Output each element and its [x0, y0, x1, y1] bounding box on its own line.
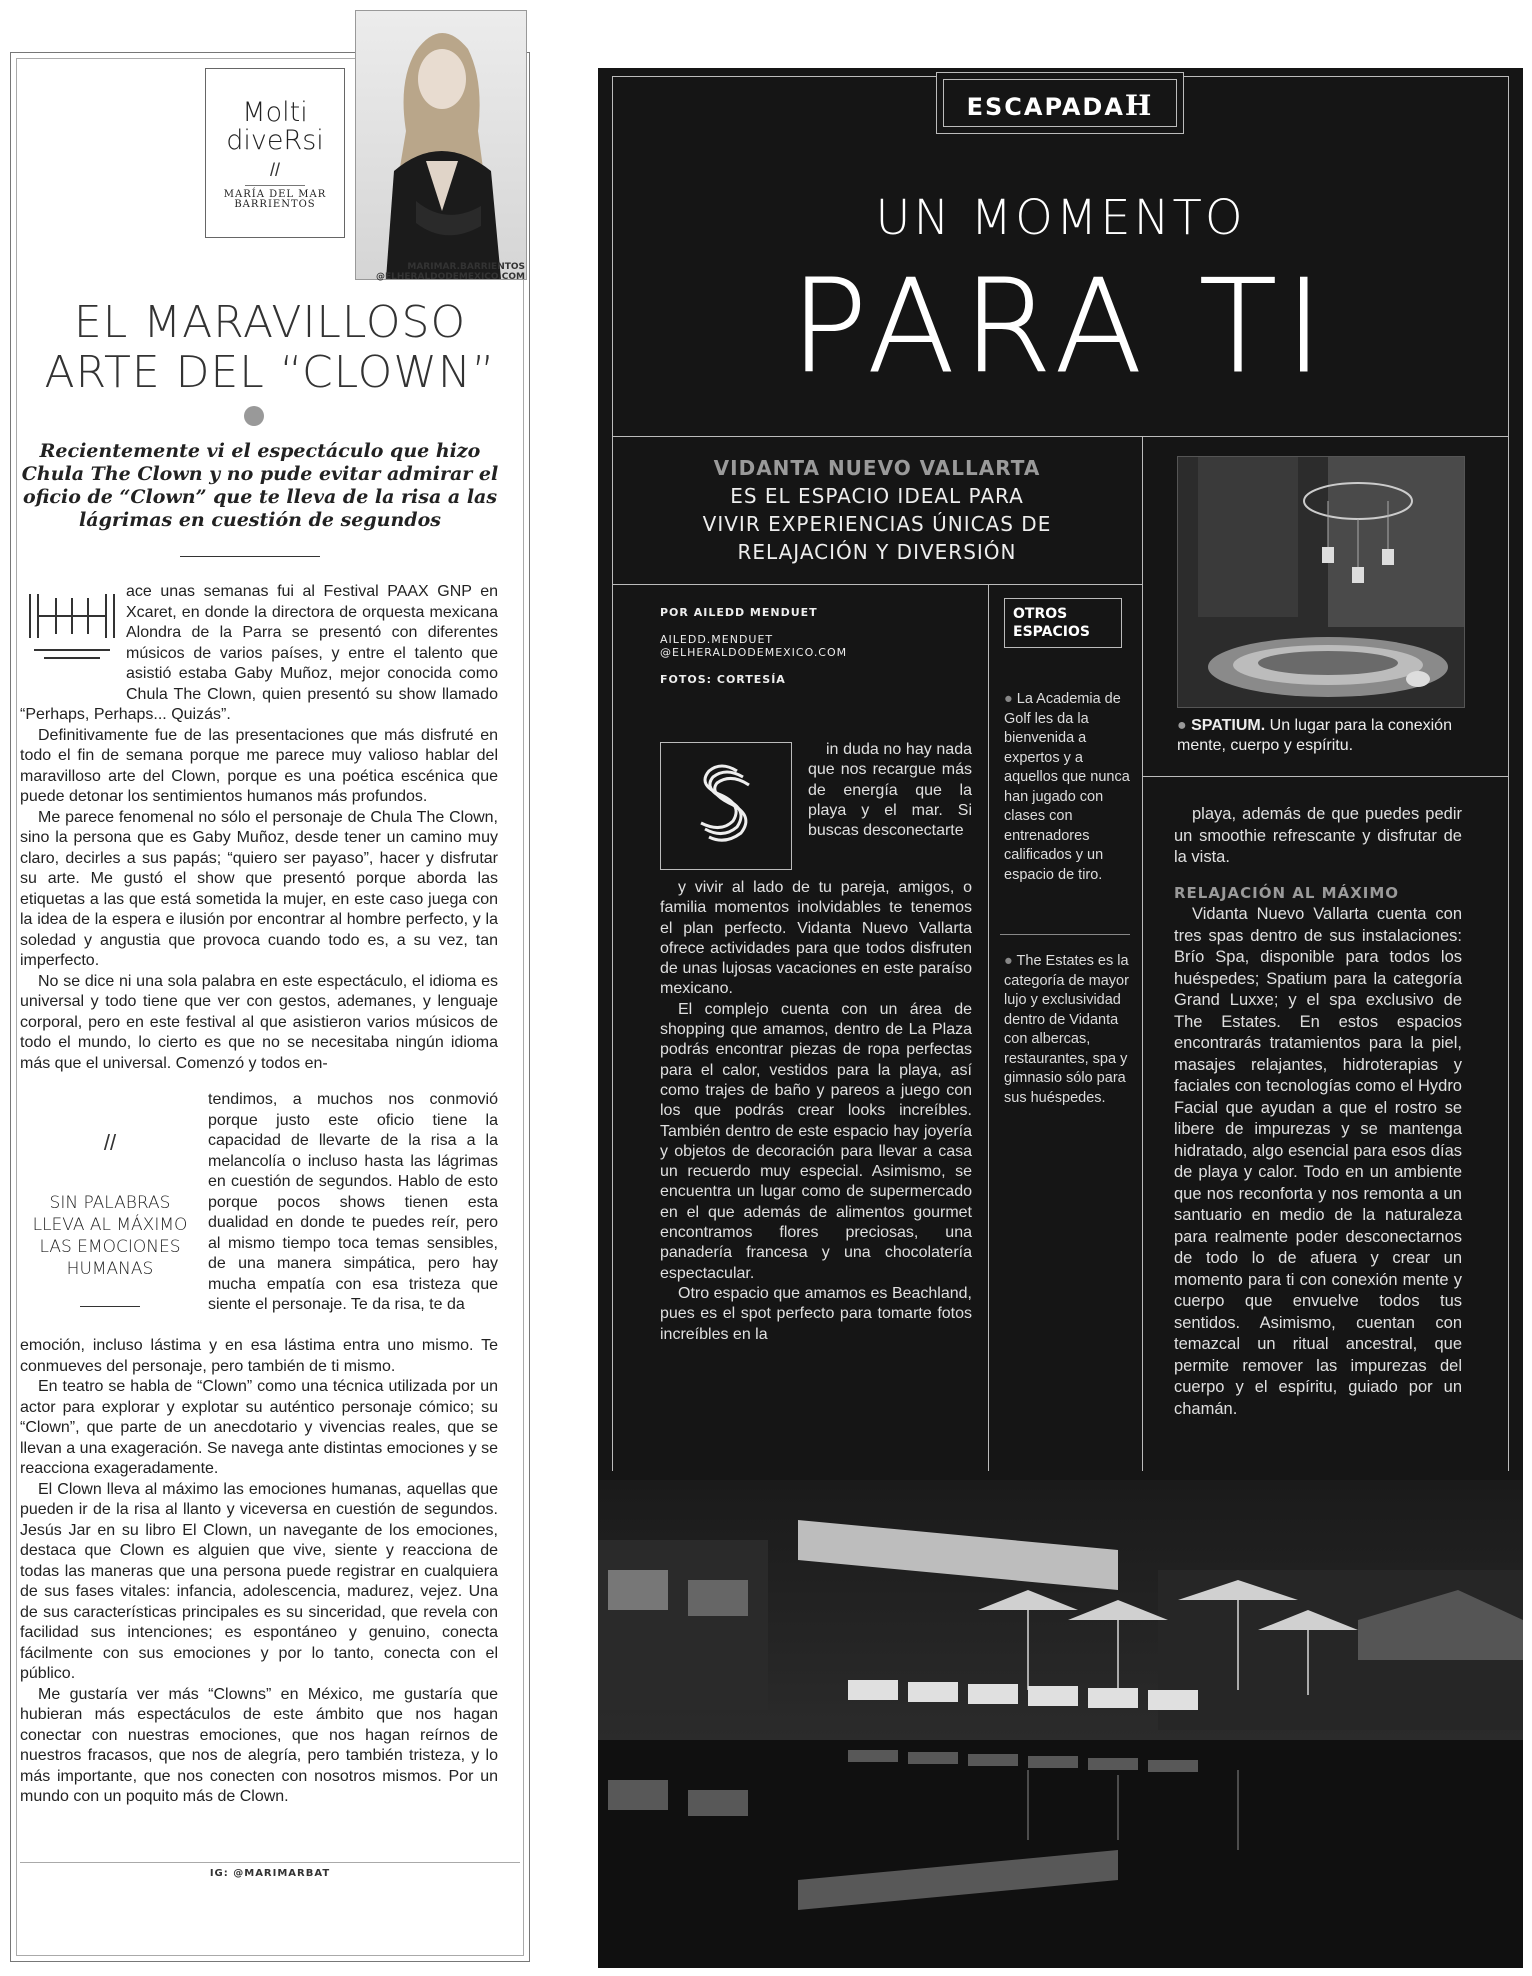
- sidebar-item-1: ● La Academia de Golf les da la bienvenida a expertos y a aquellos que nunca han jugado con clases con entrenadores calificados y un espacio de tiro.: [1004, 691, 1130, 883]
- headline-line-2: ARTE DEL “CLOWN”: [44, 347, 496, 398]
- col1-para-wrap: in duda no hay nada que nos recargue más de energía que la playa y el mar. Si buscas desconectarte: [808, 741, 972, 840]
- author-name-2: BARRIENTOS: [234, 199, 316, 211]
- subhead: RELAJACIÓN AL MÁXIMO: [1174, 883, 1400, 902]
- caption-bold: SPATIUM.: [1191, 717, 1266, 734]
- lead-2: Chula The Clown y no pude evitar admirar el: [21, 463, 499, 485]
- lead-1: Recientemente vi el espectáculo que hizo: [39, 440, 481, 462]
- left-body-wrap: [208, 1090, 498, 1330]
- col3-para-1: playa, además de que puedes pedir un smoothie refrescante y disfrutar de la vista.: [1174, 805, 1462, 866]
- body-col3: [1174, 804, 1462, 1420]
- headline-line-1: EL MARAVILLOSO: [73, 297, 467, 348]
- sidebar-text-1: La Academia de Golf les da la bienvenida a expertos y a aquellos que nunca han jugado con clases con entrenadores calificados y un espacio de tiro.: [1004, 691, 1130, 883]
- left-para-wrap: tendimos, a muchos nos conmovió porque justo este oficio tiene la capacidad de llevarte de la risa a la melancolía o incluso hasta las lágrimas en cuestión de segundos. Hablo de esto porque pocos shows tienen esta dualidad en donde te puedes reír, pero al mismo tiempo toca temas sensibles, de una manera simpática, pero hay mucha empatía con esa tristeza que siente el personaje. Te da risa, te da: [208, 1091, 498, 1313]
- email-1: AILEDD.MENDUET: [660, 633, 774, 646]
- sidebar-title: [1004, 598, 1122, 648]
- pull-quote-4: HUMANAS: [66, 1259, 154, 1279]
- byline: POR AILEDD MENDUET: [660, 606, 818, 619]
- photo-caption: ● SPATIUM. Un lugar para la conexión mente, cuerpo y espíritu.: [1177, 717, 1452, 754]
- column-title-1: Molti: [242, 97, 308, 128]
- left-para-6: En teatro se habla de “Clown” como una técnica utilizada por un actor para explorar y explotar su auténtico personaje cómico; su “Clown”, que parte de un anecdotario y vivencias reales, que se llevan a una exageración. Se navega ante distintas emociones y se reacciona exageradamente.: [20, 1378, 498, 1477]
- left-para-7: El Clown lleva al máximo las emociones humanas, aquellas que pueden ir de la risa al llanto y viceversa en cuestión de segundos. Jesús Jar en su libro El Clown, un navegante de los emociones, destaca que Clown es alguien que vive, siente y reacciona de todas las maneras que una persona puede registrar en cualquiera de sus fases vitales: infancia, adolescencia, madurez, vejez. Una de sus características principales es su sinceridad, que revela con facilidad sus intenciones; es espontáneo y genuino, conecta fácilmente con sus emociones y por lo tanto, conecta con el público.: [20, 1480, 498, 1682]
- sidebar-title-1: OTROS: [1013, 606, 1068, 622]
- col1-para-1: y vivir al lado de tu pareja, amigos, o familia momentos inolvidables te tenemos el plan perfecto. Vidanta Nuevo Vallarta ofrece actividades para que todos disfruten de unas lujosas vacaciones en este paraíso mexicano.: [660, 879, 972, 998]
- email-2: @ELHERALDODEMEXICO.COM: [660, 646, 848, 659]
- lead-divider: [180, 556, 320, 557]
- deck-2: ES EL ESPACIO IDEAL PARA: [730, 484, 1024, 508]
- section-tag: [936, 72, 1184, 134]
- col3-para-2: Vidanta Nuevo Vallarta cuenta con tres spas dentro de sus instalaciones: Brío Spa, disponible para todos los huéspedes; Spatium para la categoría Grand Luxxe; y el spa exclusivo de The Estates. En estos espacios encontrarás tratamientos para la piel, masajes relajantes, hidroterapias y faciales con tecnologías como el Hydro Facial que ayudan a que el rostro se libere de impurezas y se mantenga hidratado, algo esencial para esos días de playa y calor. Todo en un ambiente que nos reconforta y nos remonta a un santuario en medio de la naturaleza para realmente poder desconectarnos de todo lo de afuera y crear un momento para ti con conexión mente y cuerpo que envuelve todos tus sentidos. Asimismo, cuentan con temazcal un ritual ancestral, que permite remover las impurezas del cuerpo y el espíritu, guiado por un chamán.: [1174, 905, 1462, 1418]
- caption-text: Un lugar para la conexión mente, cuerpo y espíritu.: [1177, 717, 1452, 754]
- sidebar-item-2: ● The Estates es la categoría de mayor lujo y exclusividad dentro de Vidanta con albercas, restaurantes, spa y gimnasio sólo para sus huéspedes.: [1004, 953, 1129, 1106]
- left-para-3: Me parece fenomenal no sólo el personaje de Chula The Clown, sino la persona que es Gaby Muñoz, desde tener un camino muy claro, decirles a sus papás; “quiero ser payaso”, hacer y disfrutar su arte. Me gustó el show que presentó porque aborda las etiquetas a las que está sometida la mujer, en este caso juega con la idea de la espera e ilusión por encontrar al hombre perfecto, y la soledad y angustia que provoca cuando todo es, a su vez, tan imperfecto.: [20, 808, 498, 969]
- slash-icon: //: [269, 159, 280, 180]
- frame-line: [612, 584, 1142, 585]
- section-label: ESCAPADA: [966, 93, 1125, 121]
- left-body-bottom: [20, 1336, 498, 1846]
- title-top: UN MOMENTO: [875, 190, 1246, 246]
- pull-quote-1: SIN PALABRAS: [49, 1193, 171, 1213]
- left-para-5: emoción, incluso lástima y en esa lástima entra uno mismo. Te conmueves del personaje, pero también de ti mismo.: [20, 1337, 498, 1375]
- author-email-1: MARIMAR.BARRIENTOS: [407, 262, 525, 272]
- left-para-4: No se dice ni una sola palabra en este espectáculo, el idioma es universal y todo tiene que ver con gestos, ademanes, y lenguaje corporal, pero en este festival al que asistieron varios músicos de todo el mundo, lo cierto es que no se necesitaba ningún idioma más que el universal. Comenzó y todos en-: [20, 972, 498, 1072]
- heraldo-h-icon: H: [1124, 89, 1154, 122]
- left-para-8: Me gustaría ver más “Clowns” en México, me gustaría que hubieran más espectáculos de este ámbito que nos hagan conectar con nuestras emociones, que nos hagan reírnos de nuestros fracasos, que nos de alegría, pero también tristeza, y lo más importante, que nos conecten con nosotros mismos. Por un mundo con un poquito más de Clown.: [20, 1685, 498, 1805]
- divider: [245, 185, 305, 186]
- frame-line: [612, 436, 1509, 437]
- pull-quote-2: LLEVA AL MÁXIMO: [32, 1215, 188, 1235]
- frame-line: [1142, 776, 1509, 777]
- pull-divider: [80, 1306, 140, 1307]
- social-handle: IG: @MARIMARBAT: [209, 1868, 331, 1879]
- title-big: PARA TI: [790, 253, 1331, 402]
- deck-1: VIDANTA NUEVO VALLARTA: [713, 456, 1041, 480]
- lead-3: oficio de “Clown” que te lleva de la risa a las: [22, 486, 498, 508]
- body-col1: [660, 740, 972, 1478]
- col1-para-2: El complejo cuenta con un área de shopping que amamos, dentro de La Plaza podrás encontrar piezas de ropa perfectas para el calor, vestidos para la playa, así como trajes de baño y pareos a juego con los que podrás crear looks increíbles. También dentro de este espacio hay joyería y objetos de decoración para llevar a casa un recuerdo muy especial. Asimismo, se encuentra un lugar como de supermercado en el que además de alimentos gourmet encontramos flores preciosas, una panadería francesa y una chocolatería espectacular.: [660, 1000, 972, 1282]
- author-name-1: MARÍA DEL MAR: [223, 188, 327, 200]
- deck-3: VIVIR EXPERIENCIAS ÚNICAS DE: [702, 512, 1052, 536]
- resort-photo: [598, 1480, 1523, 1968]
- bullet-dot: [244, 406, 264, 426]
- lead-4: lágrimas en cuestión de segundos: [79, 509, 441, 531]
- frame-line: [988, 584, 989, 1471]
- spa-photo: [1177, 456, 1465, 708]
- sidebar-text-2: The Estates es la categoría de mayor lujo y exclusividad dentro de Vidanta con albercas, restaurantes, spa y gimnasio sólo para sus huéspedes.: [1004, 953, 1129, 1106]
- deck: [612, 454, 1142, 566]
- sidebar-title-2: ESPACIOS: [1013, 624, 1090, 640]
- deck-4: RELAJACIÓN Y DIVERSIÓN: [737, 540, 1017, 564]
- photo-credit: FOTOS: CORTESÍA: [660, 673, 786, 686]
- column-logo-box: [205, 68, 345, 238]
- pull-quote-3: LAS EMOCIONES: [39, 1237, 181, 1257]
- col1-para-3: Otro espacio que amamos es Beachland, pues es el spot perfecto para tomarte fotos increíbles en la: [660, 1284, 972, 1343]
- footer-divider: [20, 1862, 520, 1863]
- slash-icon: //: [103, 1130, 117, 1155]
- left-body-top: [20, 582, 498, 1172]
- column-title-2: diveRsi: [226, 125, 324, 157]
- byline-block: [660, 606, 980, 686]
- left-para-2: Definitivamente fue de las presentaciones que más disfruté en todo el fin de semana porque me parece muy valioso hablar del maravilloso arte del Clown, porque es una poética escénica que puede detonar los sentimientos humanos más profundos.: [20, 726, 498, 805]
- left-para-1: ace unas semanas fui al Festival PAAX GNP en Xcaret, en donde la directora de orquesta mexicana Alondra de la Parra se presentó con diferentes músicos de varios países, y entre el talento que asistió estaba Gaby Muñoz, mejor conocida como Chula The Clown, quien presentó su show llamado “Perhaps, Perhaps... Quizás”.: [20, 583, 498, 723]
- frame-line: [1142, 436, 1143, 1471]
- pull-quote: [20, 1130, 200, 1330]
- author-portrait: [355, 10, 527, 280]
- sidebar-divider: [1000, 934, 1130, 935]
- author-email-2: @ELHERALDODEMEXICO.COM: [375, 272, 525, 282]
